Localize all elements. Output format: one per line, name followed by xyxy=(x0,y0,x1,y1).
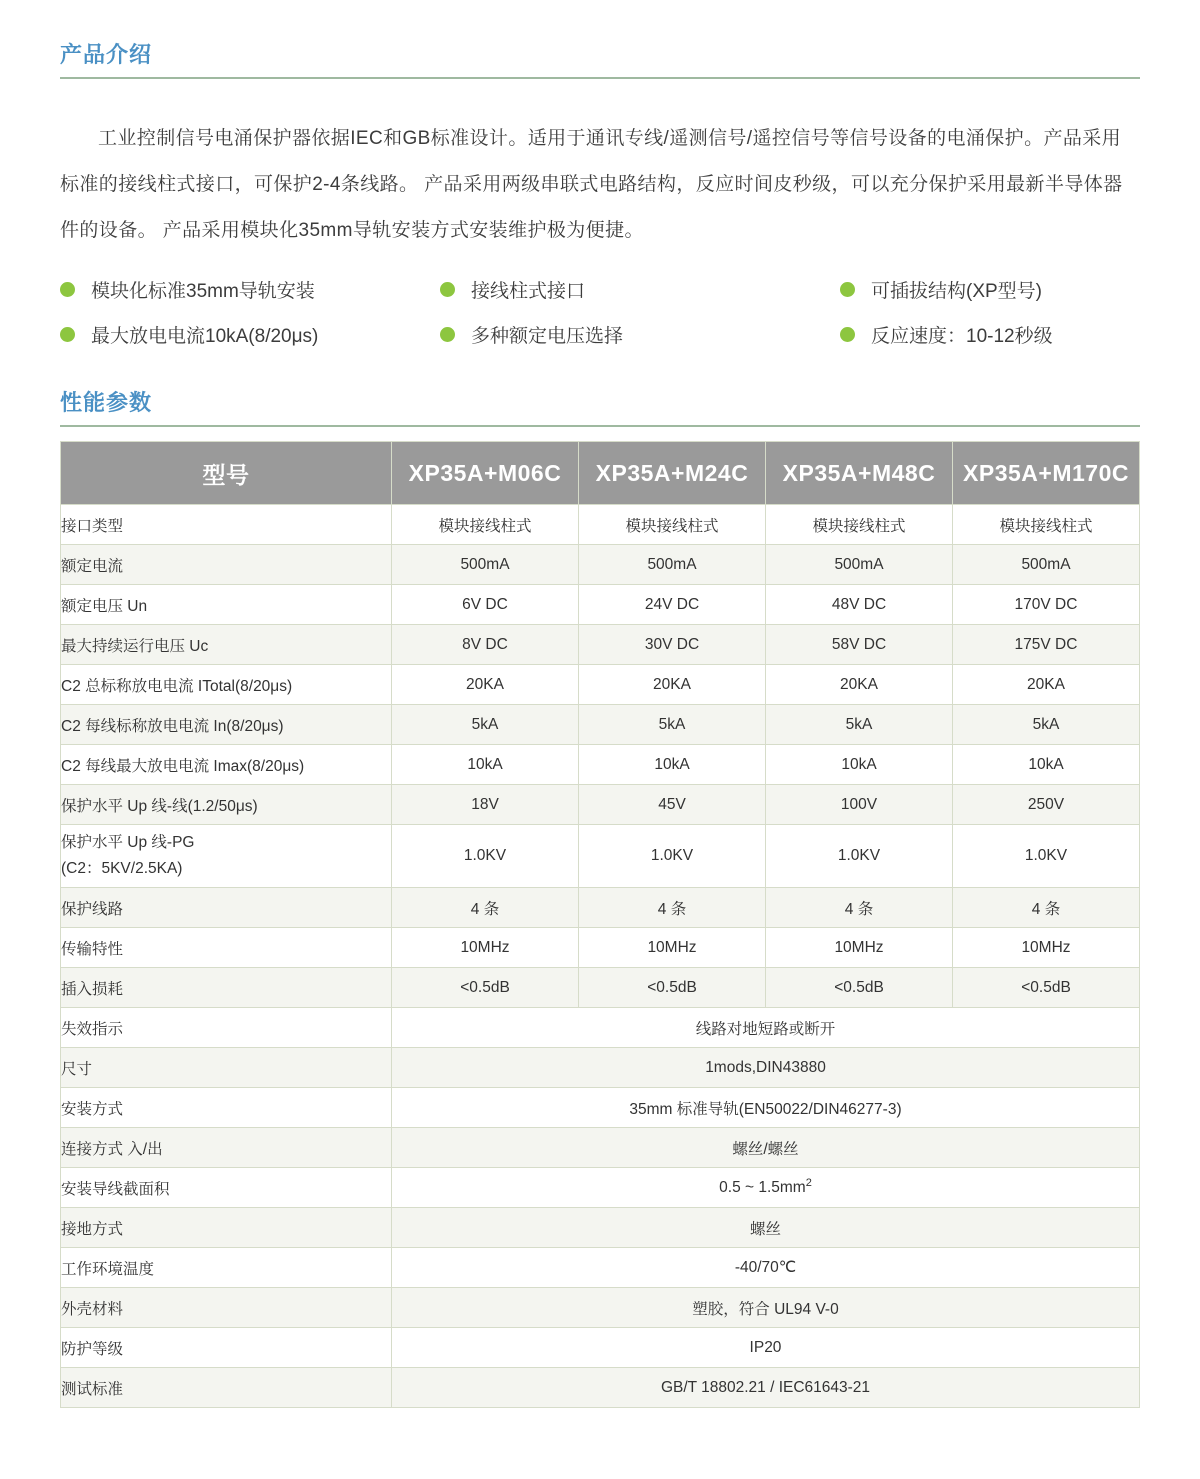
value-cell: 8V DC xyxy=(392,625,579,665)
param-label: C2 总标称放电电流 ITotal(8/20μs) xyxy=(61,665,392,705)
value-cell: 20KA xyxy=(392,665,579,705)
table-row xyxy=(61,1328,1140,1368)
value-cell: 500mA xyxy=(953,545,1140,585)
value-cell: 1.0KV xyxy=(579,825,766,888)
value-cell: 6V DC xyxy=(392,585,579,625)
value-cell: 10MHz xyxy=(579,928,766,968)
value-cell-merged: 1mods,DIN43880 xyxy=(392,1048,1140,1088)
param-label: 防护等级 xyxy=(61,1328,392,1368)
value-cell: 24V DC xyxy=(579,585,766,625)
section-title-intro: 产品介绍 xyxy=(60,42,153,67)
value-cell: 1.0KV xyxy=(953,825,1140,888)
table-header-row xyxy=(61,442,1140,505)
value-cell: 30V DC xyxy=(579,625,766,665)
value-cell-merged: 螺丝 xyxy=(392,1208,1140,1248)
value-cell: 10kA xyxy=(953,745,1140,785)
table-row xyxy=(61,665,1140,705)
param-label: 额定电流 xyxy=(61,545,392,585)
table-row xyxy=(61,825,1140,888)
feature-item xyxy=(840,321,1140,348)
feature-item xyxy=(60,321,440,348)
param-label-line1: 保护水平 Up 线-PG xyxy=(61,834,195,851)
table-row xyxy=(61,968,1140,1008)
value-cell: 1.0KV xyxy=(766,825,953,888)
feature-item xyxy=(440,321,840,348)
param-label: 外壳材料 xyxy=(61,1288,392,1328)
param-label: 保护线路 xyxy=(61,888,392,928)
param-label: 最大持续运行电压 Uc xyxy=(61,625,392,665)
table-row xyxy=(61,1088,1140,1128)
feature-label: 最大放电电流10kA(8/20μs) xyxy=(91,326,319,347)
param-label: 插入损耗 xyxy=(61,968,392,1008)
table-row xyxy=(61,625,1140,665)
feature-item xyxy=(440,276,840,303)
table-header-cell: XP35A+M48C xyxy=(766,442,953,505)
section-divider-intro xyxy=(60,77,1140,79)
param-label: 失效指示 xyxy=(61,1008,392,1048)
value-cell: 5kA xyxy=(392,705,579,745)
feature-label: 模块化标准35mm导轨安装 xyxy=(91,281,315,302)
value-cell: 10MHz xyxy=(766,928,953,968)
value-cell-merged: 塑胶，符合 UL94 V-0 xyxy=(392,1288,1140,1328)
table-row xyxy=(61,1288,1140,1328)
table-row xyxy=(61,1048,1140,1088)
value-cell: 10kA xyxy=(392,745,579,785)
spec-table xyxy=(60,441,1140,1408)
value-cell: 170V DC xyxy=(953,585,1140,625)
value-cell-merged: 35mm 标准导轨(EN50022/DIN46277-3) xyxy=(392,1088,1140,1128)
value-cell-merged: 螺丝/螺丝 xyxy=(392,1128,1140,1168)
section-divider-specs xyxy=(60,425,1140,427)
value-cell: 20KA xyxy=(766,665,953,705)
feature-list xyxy=(60,276,1140,348)
value-cell-merged: GB/T 18802.21 / IEC61643-21 xyxy=(392,1368,1140,1408)
param-label-line2: (C2：5KV/2.5KA) xyxy=(61,860,183,877)
value-cell: 1.0KV xyxy=(392,825,579,888)
table-row xyxy=(61,1128,1140,1168)
value-cell: 500mA xyxy=(579,545,766,585)
param-label: C2 每线最大放电电流 Imax(8/20μs) xyxy=(61,745,392,785)
param-label xyxy=(61,825,392,888)
table-row xyxy=(61,1168,1140,1208)
value-cell: 100V xyxy=(766,785,953,825)
value-cell: 4 条 xyxy=(579,888,766,928)
value-cell: 20KA xyxy=(579,665,766,705)
feature-label: 接线柱式接口 xyxy=(471,281,586,302)
param-label: 测试标准 xyxy=(61,1368,392,1408)
table-row xyxy=(61,1008,1140,1048)
value-cell: 5kA xyxy=(766,705,953,745)
value-cell-merged: 线路对地短路或断开 xyxy=(392,1008,1140,1048)
value-cell: 500mA xyxy=(392,545,579,585)
param-label: 工作环境温度 xyxy=(61,1248,392,1288)
param-label: 保护水平 Up 线-线(1.2/50μs) xyxy=(61,785,392,825)
bullet-icon xyxy=(60,327,75,342)
table-header-cell: 型号 xyxy=(61,442,392,505)
param-label: 连接方式 入/出 xyxy=(61,1128,392,1168)
param-label: 传输特性 xyxy=(61,928,392,968)
value-cell: <0.5dB xyxy=(953,968,1140,1008)
table-row xyxy=(61,785,1140,825)
value-cell: 45V xyxy=(579,785,766,825)
intro-paragraph: 工业控制信号电涌保护器依据IEC和GB标准设计。适用于通讯专线/遥测信号/遥控信号等信号设备的电涌保护。产品采用标准的接线柱式接口，可保护2-4条线路。 产品采用两级串联式电路结构，反应时间皮秒级，可以充分保护采用最新半导体器件的设备。 产品采用模块化35mm导轨安装方式安装维护极为便捷。 xyxy=(60,128,1123,241)
table-row xyxy=(61,1208,1140,1248)
table-row xyxy=(61,745,1140,785)
table-row xyxy=(61,888,1140,928)
param-label: 接口类型 xyxy=(61,505,392,545)
bullet-icon xyxy=(60,282,75,297)
table-header-cell: XP35A+M170C xyxy=(953,442,1140,505)
feature-label: 反应速度：10-12秒级 xyxy=(871,326,1053,347)
value-cell: 4 条 xyxy=(392,888,579,928)
bullet-icon xyxy=(840,327,855,342)
value-cell: 175V DC xyxy=(953,625,1140,665)
param-label: 安装导线截面积 xyxy=(61,1168,392,1208)
value-text: 0.5 ~ 1.5mm xyxy=(719,1179,806,1197)
value-cell: 4 条 xyxy=(953,888,1140,928)
bullet-icon xyxy=(440,282,455,297)
feature-item xyxy=(60,276,440,303)
value-cell: 4 条 xyxy=(766,888,953,928)
value-cell: 18V xyxy=(392,785,579,825)
value-cell: 10kA xyxy=(766,745,953,785)
section-title-specs: 性能参数 xyxy=(60,390,153,415)
value-cell: 模块接线柱式 xyxy=(579,505,766,545)
value-cell: 10kA xyxy=(579,745,766,785)
bullet-icon xyxy=(440,327,455,342)
value-cell: 500mA xyxy=(766,545,953,585)
table-row xyxy=(61,1368,1140,1408)
value-cell-merged xyxy=(392,1168,1140,1208)
param-label: 额定电压 Un xyxy=(61,585,392,625)
feature-label: 多种额定电压选择 xyxy=(471,326,624,347)
value-cell: 20KA xyxy=(953,665,1140,705)
value-cell: 250V xyxy=(953,785,1140,825)
value-cell: 10MHz xyxy=(953,928,1140,968)
value-cell: 58V DC xyxy=(766,625,953,665)
table-row xyxy=(61,585,1140,625)
value-superscript: 2 xyxy=(805,1177,812,1190)
value-cell: 模块接线柱式 xyxy=(392,505,579,545)
table-row xyxy=(61,705,1140,745)
feature-item xyxy=(840,276,1140,303)
table-header-cell: XP35A+M06C xyxy=(392,442,579,505)
bullet-icon xyxy=(840,282,855,297)
param-label: 接地方式 xyxy=(61,1208,392,1248)
param-label: C2 每线标称放电电流 In(8/20μs) xyxy=(61,705,392,745)
table-row xyxy=(61,505,1140,545)
value-cell: 10MHz xyxy=(392,928,579,968)
param-label: 安装方式 xyxy=(61,1088,392,1128)
value-cell-merged: IP20 xyxy=(392,1328,1140,1368)
table-row xyxy=(61,928,1140,968)
value-cell: 5kA xyxy=(579,705,766,745)
param-label: 尺寸 xyxy=(61,1048,392,1088)
value-cell: 模块接线柱式 xyxy=(953,505,1140,545)
feature-label: 可插拔结构(XP型号) xyxy=(871,281,1043,302)
value-cell: <0.5dB xyxy=(392,968,579,1008)
value-cell: <0.5dB xyxy=(579,968,766,1008)
table-row xyxy=(61,1248,1140,1288)
value-cell: 模块接线柱式 xyxy=(766,505,953,545)
table-row xyxy=(61,545,1140,585)
value-cell-merged: -40/70℃ xyxy=(392,1248,1140,1288)
value-cell: 5kA xyxy=(953,705,1140,745)
value-cell: <0.5dB xyxy=(766,968,953,1008)
value-cell: 48V DC xyxy=(766,585,953,625)
table-header-cell: XP35A+M24C xyxy=(579,442,766,505)
